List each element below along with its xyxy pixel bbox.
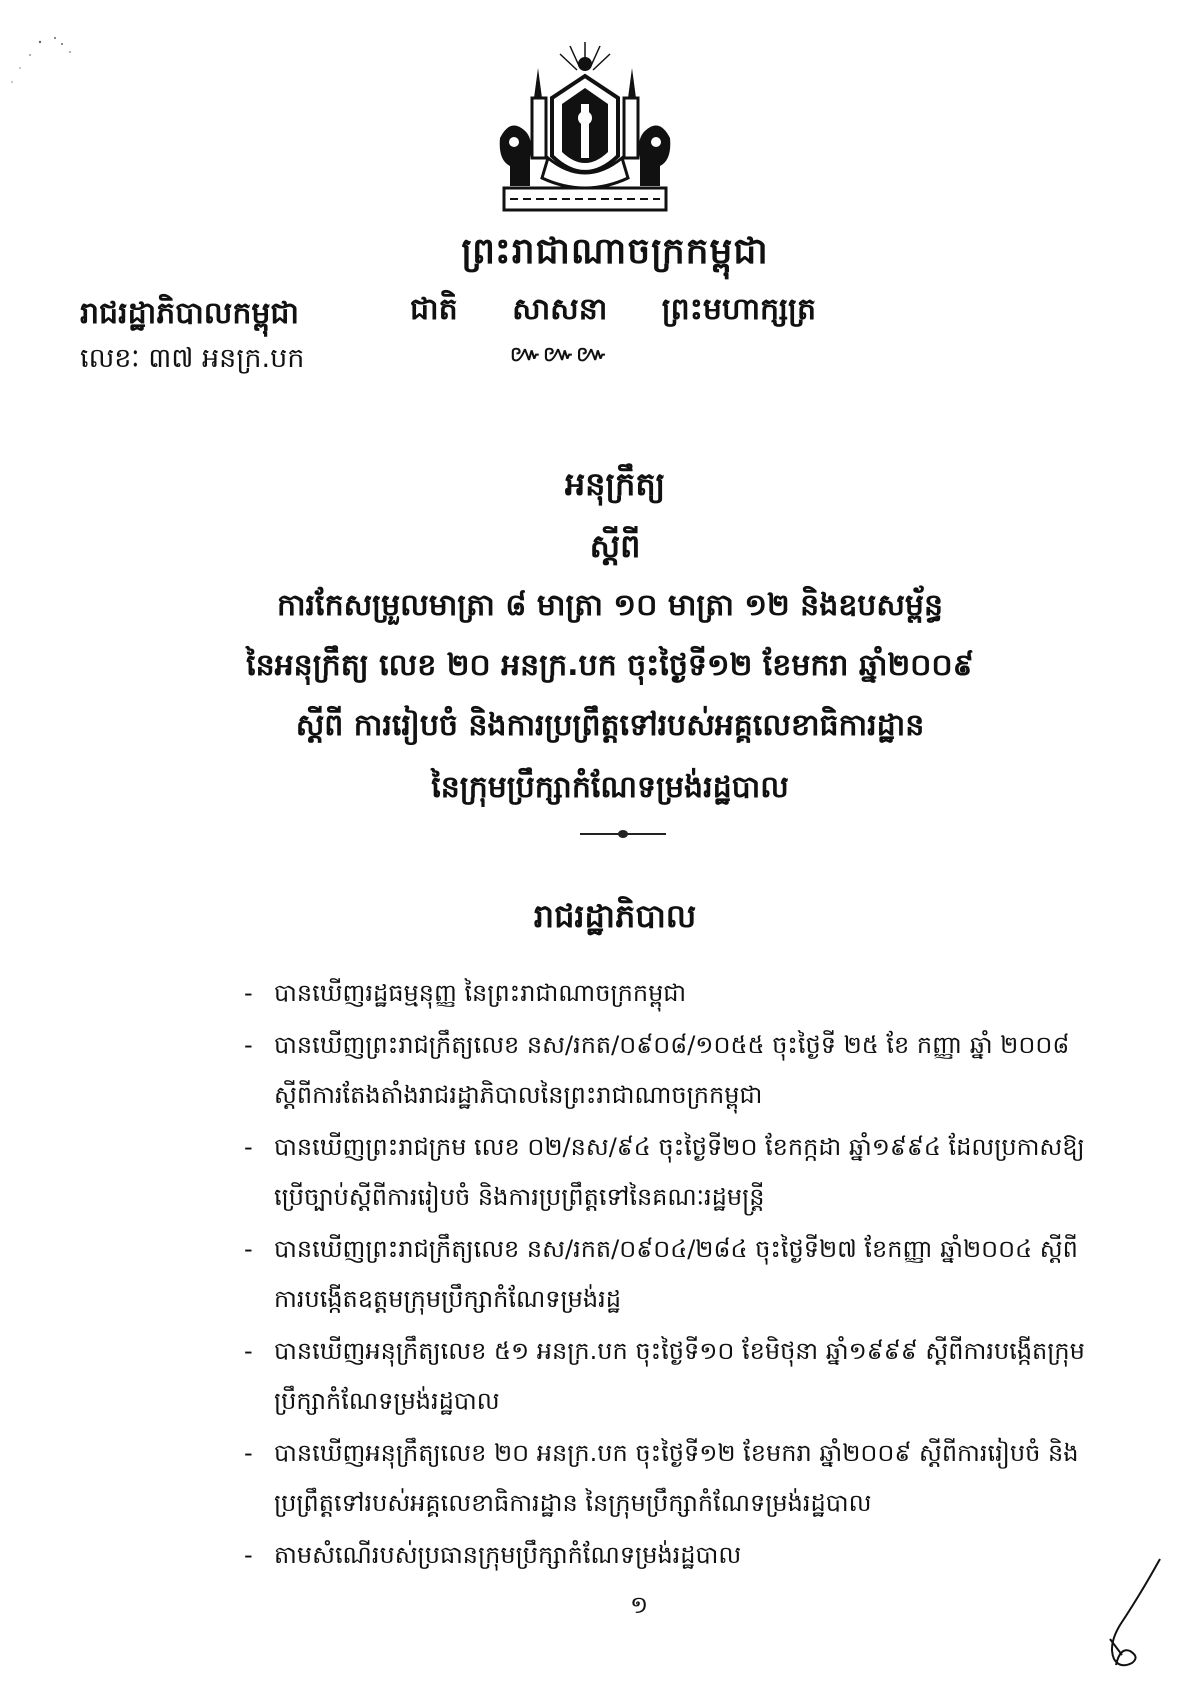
list-item: - បានឃើញព្រះរាជក្រឹត្យលេខ នស/រកត/០៩០៨/១០៥៥ ចុះថ្ងៃទី ២៥ ខែ កញ្ញា ឆ្នាំ ២០០៨ ស្តីពីការតែងតាំងរាជរដ្ឋាភិបាលនៃព្រះរាជាណាចក្រកម្ពុជា — [244, 1020, 1104, 1120]
section-heading: រាជរដ្ឋាភិបាល — [533, 897, 697, 935]
title-divider — [580, 833, 666, 835]
motto-ornament: ៚៚៚ — [510, 342, 610, 367]
national-motto — [410, 290, 860, 334]
list-item: - តាមសំណើរបស់ប្រធានក្រុមប្រឹក្សាកំណែទម្រង់រដ្ឋបាល — [244, 1530, 1104, 1580]
title-line-4: នៃក្រុមប្រឹក្សាកំណែទម្រង់រដ្ឋបាល — [431, 770, 789, 805]
list-item: - បានឃើញអនុក្រឹត្យលេខ ២០ អនក្រ.បក ចុះថ្ងៃទី១២ ខែមករា ឆ្នាំ២០០៩ ស្តីពីការរៀបចំ និងប្រព្រឹត្តទៅរបស់អគ្គលេខាធិការដ្ឋាន នៃក្រុមប្រឹក្សាកំណែទម្រង់រដ្ឋបាល — [244, 1428, 1104, 1528]
signature-icon — [1080, 1555, 1170, 1675]
title-line-3: ស្តីពី ការរៀបចំ និងការប្រព្រឹត្តទៅរបស់អគ្គលេខាធិការដ្ឋាន — [295, 708, 925, 743]
document-number: លេខៈ ៣៧ អនក្រ.បក — [80, 343, 305, 374]
title-line-1: ការកែសម្រួលមាត្រា ៨ មាត្រា ១០ មាត្រា ១២ និងឧបសម្ព័ន្ធ — [276, 588, 944, 623]
page-number: ១ — [630, 1591, 649, 1619]
motto-religion: សាសនា — [512, 292, 608, 327]
list-item: - បានឃើញអនុក្រឹត្យលេខ ៥១ អនក្រ.បក ចុះថ្ងៃទី១០ ខែមិថុនា ឆ្នាំ១៩៩៩ ស្តីពីការបង្កើតក្រុមប្រឹក្សាកំណែទម្រង់រដ្ឋបាល — [244, 1326, 1104, 1426]
list-item: - បានឃើញរដ្ឋធម្មនុញ្ញ នៃព្រះរាជាណាចក្រកម្ពុជា — [244, 968, 1104, 1018]
list-item: - បានឃើញព្រះរាជក្រម លេខ ០២/នស/៩៤ ចុះថ្ងៃទី២០ ខែកក្កដា ឆ្នាំ១៩៩៤ ដែលប្រកាសឱ្យប្រើច្បាប់ស្តីពីការរៀបចំ និងការប្រព្រឹត្តទៅនៃគណៈរដ្ឋមន្ត្រី — [244, 1122, 1104, 1222]
motto-nation: ជាតិ — [410, 292, 458, 327]
list-item: - បានឃើញព្រះរាជក្រឹត្យលេខ នស/រកត/០៩០៤/២៨៤ ចុះថ្ងៃទី២៧ ខែកញ្ញា ឆ្នាំ២០០៤ ស្តីពីការបង្កើតឧត្តមក្រុមប្រឹក្សាកំណែទម្រង់រដ្ឋ — [244, 1224, 1104, 1324]
royal-emblem-icon — [490, 38, 680, 216]
title-on: ស្តីពី — [589, 527, 641, 565]
scan-noise — [0, 30, 100, 110]
document-type: អនុក្រឹត្យ — [564, 465, 666, 503]
kingdom-title: ព្រះរាជាណាចក្រកម្ពុជា — [461, 231, 769, 272]
motto-king: ព្រះមហាក្សត្រ — [661, 292, 816, 327]
preamble-list — [244, 968, 1104, 1580]
title-line-2: នៃអនុក្រឹត្យ លេខ ២០ អនក្រ.បក ចុះថ្ងៃទី១២ ខែមករា ឆ្នាំ២០០៩ — [246, 648, 974, 683]
government-name: រាជរដ្ឋាភិបាលកម្ពុជា — [80, 296, 299, 331]
